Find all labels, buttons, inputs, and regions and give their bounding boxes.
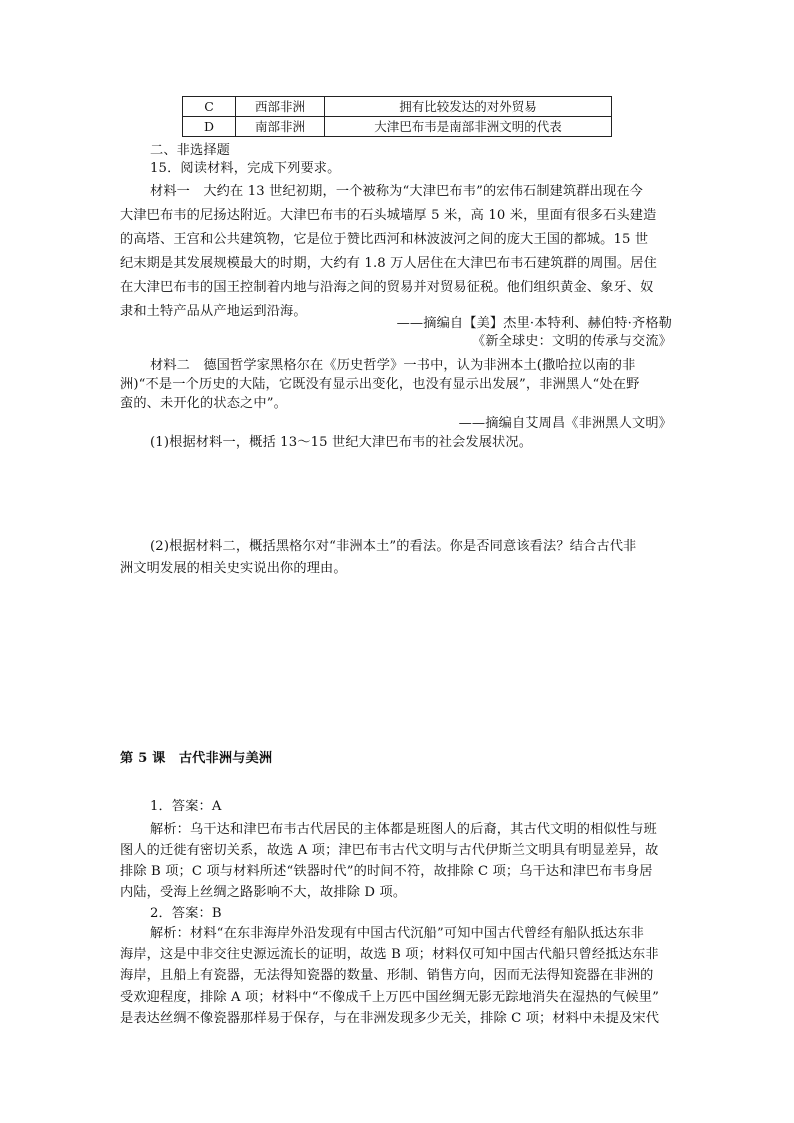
material-line: 蛮的、未开化的状态之中”。 [120,396,287,411]
sub-question-1: (1)根据材料一，概括 13～15 世纪大津巴布韦的社会发展状况。 [150,435,533,450]
material-line: 纪末期是其发展规模最大的时期，大约有 1.8 万人居住在大津巴布韦石建筑群的周围。居住 [120,256,657,271]
answer-label: 1．答案：A [150,799,222,814]
option-letter-cell: D [183,117,236,137]
lesson-title: 第 5 课 古代非洲与美洲 [120,751,273,766]
material-line: 材料一 大约在 13 世纪初期，一个被称为“大津巴布韦”的宏伟石制建筑群出现在今 [150,184,644,199]
sub-question-2: 洲文明发展的相关史实说出你的理由。 [120,561,347,576]
answer-line: 受欢迎程度，排除 A 项；材料中“不像成千上万匹中国丝绸无影无踪地消失在湿热的气候里” [120,990,659,1005]
answer-line: 排除 B 项；C 项与材料所述“铁器时代”的时间不符，故排除 C 项；乌干达和津巴布韦身居 [120,864,653,879]
option-letter-cell: C [183,97,236,117]
sub-question-2: (2)根据材料二，概括黑格尔对“非洲本土”的看法。你是否同意该看法？结合古代非 [150,539,637,554]
answer-line: 是表达丝绸不像瓷器那样易于保存，与在非洲发现多少无关，排除 C 项；材料中未提及宋代 [120,1011,660,1026]
option-desc-cell: 大津巴布韦是南部非洲文明的代表 [325,117,612,137]
answer-line: 解析：材料“在东非海岸外沿发现有中国古代沉船”可知中国古代曾经有船队抵达东非 [150,926,644,941]
material-line: 隶和土特产品从产地运到沿海。 [120,304,307,319]
answer-line: 图人的迁徙有密切关系，故选 A 项；津巴布韦古代文明与古代伊斯兰文明具有明显差异，故 [120,843,659,858]
answer-line: 内陆，受海上丝绸之路影响不大，故排除 D 项。 [120,885,407,900]
material-line: 材料二 德国哲学家黑格尔在《历史哲学》一书中，认为非洲本土(撒哈拉以南的非 [150,358,636,373]
source-citation: 《新全球史：文明的传承与交流》 [471,334,672,349]
source-citation: ——摘编自艾周昌《非洲黑人文明》 [458,416,672,431]
option-region-cell: 南部非洲 [236,117,325,137]
source-citation: ——摘编自【美】杰里·本特利、赫伯特·齐格勒 [396,316,672,331]
material-line: 在大津巴布韦的国王控制着内地与沿海之间的贸易并对贸易征税。他们组织黄金、象牙、奴 [120,280,654,295]
answer-line: 解析：乌干达和津巴布韦古代居民的主体都是班图人的后裔，其古代文明的相似性与班 [150,822,657,837]
answer-line: 海岸，这是中非交往史源远流长的证明，故选 B 项；材料仅可知中国古代船只曾经抵达东非 [120,947,659,962]
section-heading: 二、非选择题 [150,143,231,158]
option-desc-cell: 拥有比较发达的对外贸易 [325,97,612,117]
material-line: 的高塔、王宫和公共建筑物，它是位于赞比西河和林波波河之间的庞大王国的都城。15 世 [120,232,649,247]
options-table [182,96,612,137]
table-row [183,97,612,117]
table-row [183,117,612,137]
answer-line: 海岸，且船上有瓷器，无法得知瓷器的数量、形制、销售方向，因而无法得知瓷器在非洲的 [120,968,654,983]
answer-label: 2．答案：B [150,906,222,921]
question-stem: 15．阅读材料，完成下列要求。 [150,161,341,176]
material-line: 洲)“不是一个历史的大陆，它既没有显示出变化，也没有显示出发展”，非洲黑人“处在野 [120,377,640,392]
material-line: 大津巴布韦的尼扬达附近。大津巴布韦的石头城墙厚 5 米，高 10 米，里面有很多石头建造 [120,208,657,223]
option-region-cell: 西部非洲 [236,97,325,117]
